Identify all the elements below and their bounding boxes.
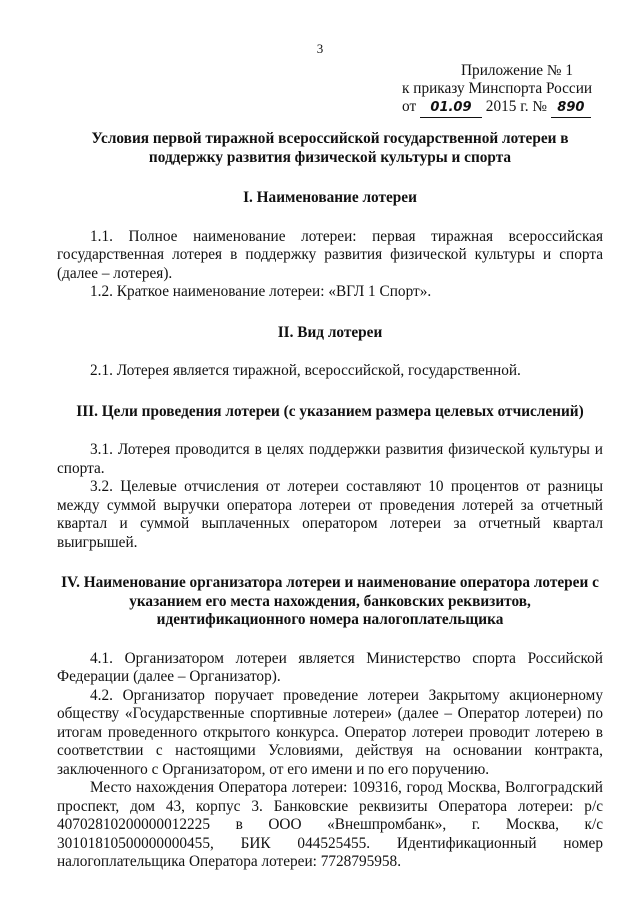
handwritten-date: 01.09	[420, 99, 482, 118]
paragraph-3-2: 3.2. Целевые отчисления от лотереи составляют 10 процентов от разницы между суммой выручки оператора лотереи от проведения лотерей за отчетный квартал и суммой выплаченных оператором лотереи за отчетный квартал выигрышей.	[57, 478, 603, 551]
paragraph-2-1: 2.1. Лотерея является тиражной, всероссийской, государственной.	[90, 362, 521, 379]
section-title-3: III. Цели проведения лотереи (с указанием размера целевых отчислений)	[76, 402, 584, 420]
number-prefix: №	[532, 98, 548, 115]
paragraph-4-3: Место нахождения Оператора лотереи: 109316, город Москва, Волгоградский проспект, дом 43, корпус 3. Банковские реквизиты Оператора лотереи: р/с 40702810200000012225 в ООО «Внешпромбанк», г. Москва, к/с 30101810500000000455, БИК 044525455. Идентификационный номер налогоплательщика Оператора лотереи: 7728795958.	[57, 779, 603, 870]
paragraph-1-2: 1.2. Краткое наименование лотереи: «ВГЛ 1 Спорт».	[90, 283, 432, 300]
document-body	[57, 130, 603, 872]
document-title: Условия первой тиражной всероссийской государственной лотереи в поддержку развития физической культуры и спорта	[91, 130, 569, 166]
page-number: 3	[316, 41, 324, 56]
appendix-date-line	[402, 98, 612, 118]
paragraph-4-2: 4.2. Организатор поручает проведение лотереи Закрытому акционерному обществу «Государственные спортивные лотереи» (далее – Оператор лотереи) по итогам проведенного открытого конкурса. Оператор лотереи проводит лотерею в соответствии с настоящими Условиями, действуя на основании контракта, заключенного с Организатором, от его имени и по его поручению.	[57, 686, 603, 778]
appendix-title: Приложение № 1	[461, 62, 573, 79]
paragraph-4-1: 4.1. Организатором лотереи является Министерство спорта Российской Федерации (далее – Организатор).	[57, 649, 603, 685]
paragraph-1-1: 1.1. Полное наименование лотереи: первая тиражная всероссийская государственная лотерея в поддержку развития физической культуры и спорта (далее – лотерея).	[57, 227, 603, 282]
section-title-1: I. Наименование лотереи	[243, 189, 417, 206]
section-title-4: IV. Наименование организатора лотереи и наименование оператора лотереи с указанием его места нахождения, банковских реквизитов, идентификационного номера налогоплательщика	[61, 574, 599, 628]
appendix-order-ref: к приказу Минспорта России	[402, 80, 593, 97]
date-year: 2015 г.	[485, 98, 529, 115]
paragraph-3-1: 3.1. Лотерея проводится в целях поддержки развития физической культуры и спорта.	[57, 441, 603, 477]
appendix-header	[402, 62, 612, 118]
section-title-2: II. Вид лотереи	[277, 323, 383, 341]
handwritten-number: 890	[551, 99, 591, 118]
date-prefix: от	[402, 98, 417, 115]
